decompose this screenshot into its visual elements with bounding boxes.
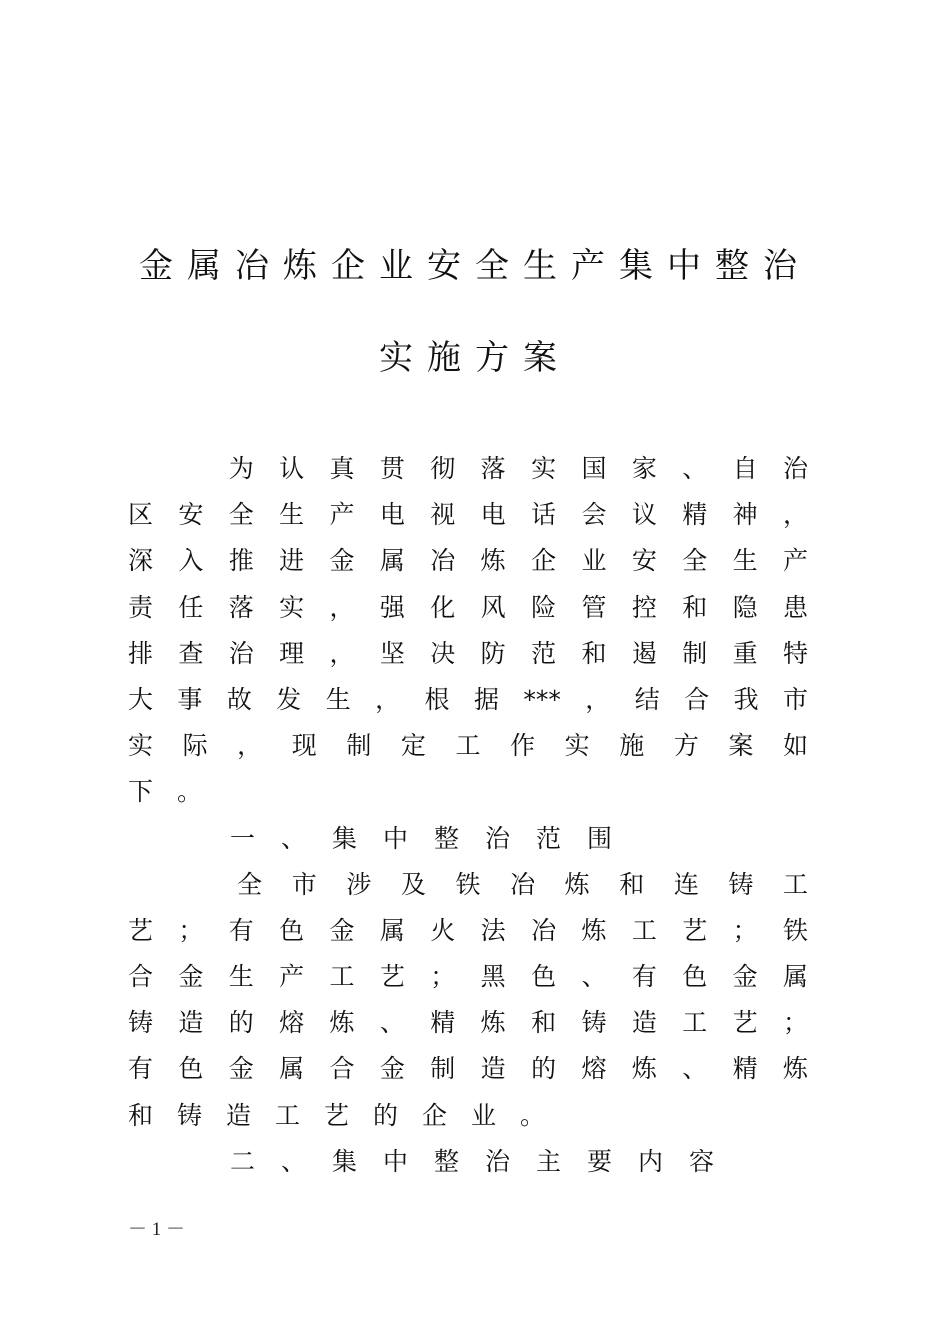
section-heading: 二、集中整治主要内容 — [128, 1146, 741, 1176]
intro-line: 下。 — [128, 777, 227, 807]
section1-line: 全市涉及铁冶炼和连铸工 — [128, 869, 808, 899]
page-number: － 1 － — [128, 1219, 186, 1240]
document-body — [128, 446, 808, 1185]
section1-line: 合金生产工艺；黑色、有色金属 — [128, 962, 808, 992]
intro-line: 深入推进金属冶炼企业安全生产 — [128, 546, 808, 576]
section1-line: 铸造的熔炼、精炼和铸造工艺； — [128, 1008, 808, 1038]
intro-line: 大事故发生，根据***，结合我市 — [128, 684, 808, 714]
section1-line: 艺；有色金属火法冶炼工艺；铁 — [128, 915, 808, 945]
intro-line: 为认真贯彻落实国家、自治 — [128, 454, 808, 483]
intro-line: 区安全生产电视电话会议精神， — [128, 500, 808, 530]
section-heading: 一、集中整治范围 — [128, 823, 639, 853]
intro-line: 实际，现制定工作实施方案如 — [128, 731, 808, 761]
intro-line: 排查治理，坚决防范和遏制重特 — [128, 638, 808, 668]
section1-line: 和铸造工艺的企业。 — [128, 1100, 570, 1130]
section1-line: 有色金属合金制造的熔炼、精炼 — [128, 1054, 808, 1084]
intro-line: 责任落实，强化风险管控和隐患 — [128, 592, 808, 622]
document-title-line1: 金属冶炼企业安全生产集中整治 — [139, 246, 811, 286]
document-title-line2: 实施方案 — [379, 338, 571, 378]
